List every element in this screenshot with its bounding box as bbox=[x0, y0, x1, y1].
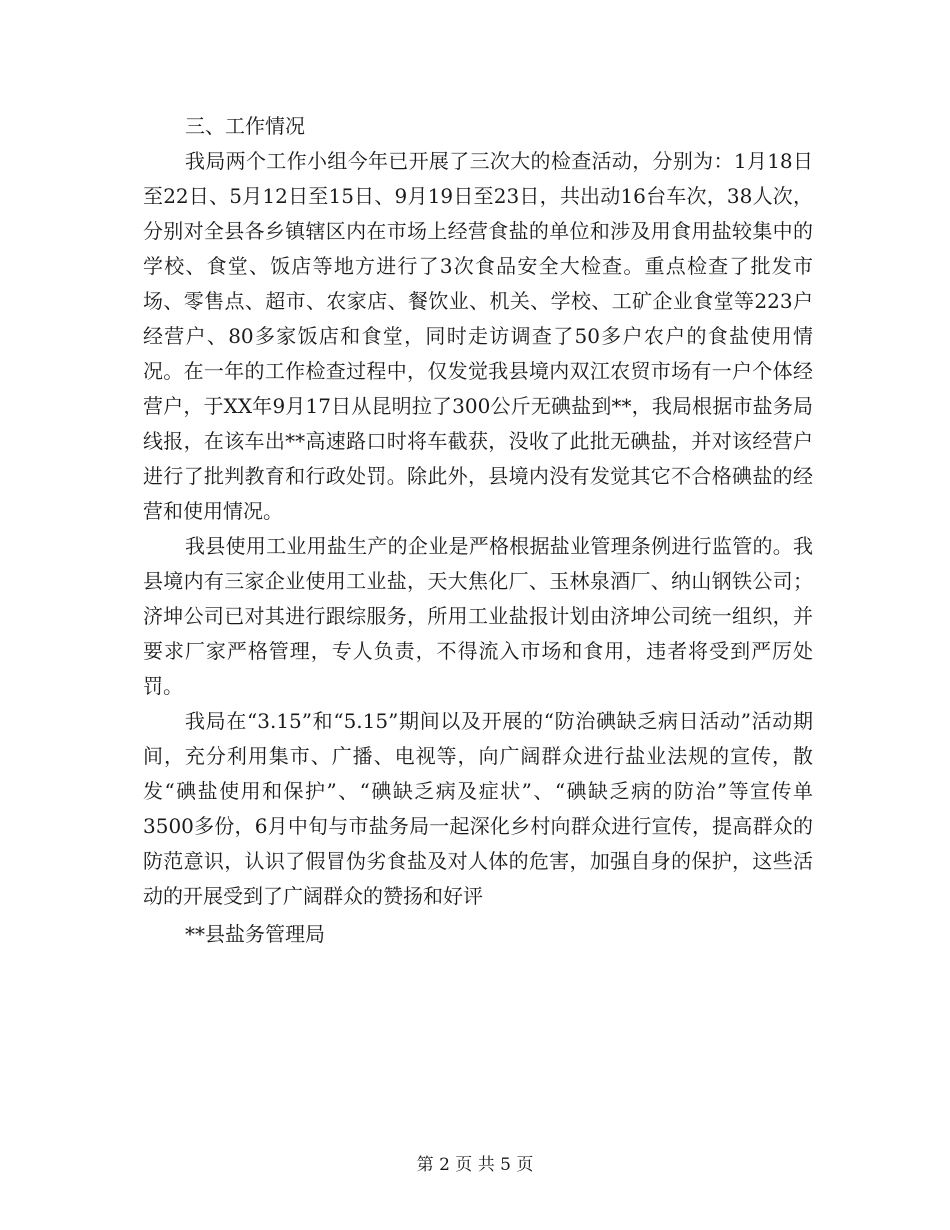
document-body bbox=[143, 109, 813, 952]
paragraph-industrial-salt: 我县使用工业用盐生产的企业是严格根据盐业管理条例进行监管的。我县境内有三家企业使用工业盐，天大焦化厂、玉林泉酒厂、纳山钢铁公司；济坤公司已对其进行跟综服务，所用工业盐报计划由济坤公司统一组织，并要求厂家严格管理，专人负责，不得流入市场和食用，违者将受到严厉处罚。 bbox=[143, 534, 813, 698]
signature-line: **县盐务管理局 bbox=[185, 922, 325, 946]
paragraph-inspections: 我局两个工作小组今年已开展了三次大的检查活动，分别为：1月18日至22日、5月12日至15日、9月19日至23日，共出动16台车次，38人次，分别对全县各乡镇辖区内在市场上经营食盐的单位和涉及用食用盐较集中的学校、食堂、饭店等地方进行了3次食品安全大检查。重点检查了批发市场、零售点、超市、农家店、餐饮业、机关、学校、工矿企业食堂等223户经营户、80多家饭店和食堂，同时走访调查了50多户农户的食盐使用情况。在一年的工作检查过程中，仅发觉我县境内双江农贸市场有一户个体经营户，于XX年9月17日从昆明拉了300公斤无碘盐到**，我局根据市盐务局线报，在该车出**高速路口时将车截获，没收了此批无碘盐，并对该经营户进行了批判教育和行政处罚。除此外，县境内没有发觉其它不合格碘盐的经营和使用情况。 bbox=[143, 149, 813, 523]
page-number-footer: 第 2 页 共 5 页 bbox=[416, 1155, 534, 1175]
section-heading: 三、工作情况 bbox=[185, 114, 305, 138]
paragraph-publicity: 我局在“3.15”和“5.15”期间以及开展的“防治碘缺乏病日活动”活动期间，充分利用集市、广播、电视等，向广阔群众进行盐业法规的宣传，散发“碘盐使用和保护”、“碘缺乏病及症状”、“碘缺乏病的防治”等宣传单3500多份，6月中旬与市盐务局一起深化乡村向群众进行宣传，提高群众的防范意识，认识了假冒伪劣食盐及对人体的危害，加强自身的保护，这些活动的开展受到了广阔群众的赞扬和好评 bbox=[143, 709, 813, 908]
